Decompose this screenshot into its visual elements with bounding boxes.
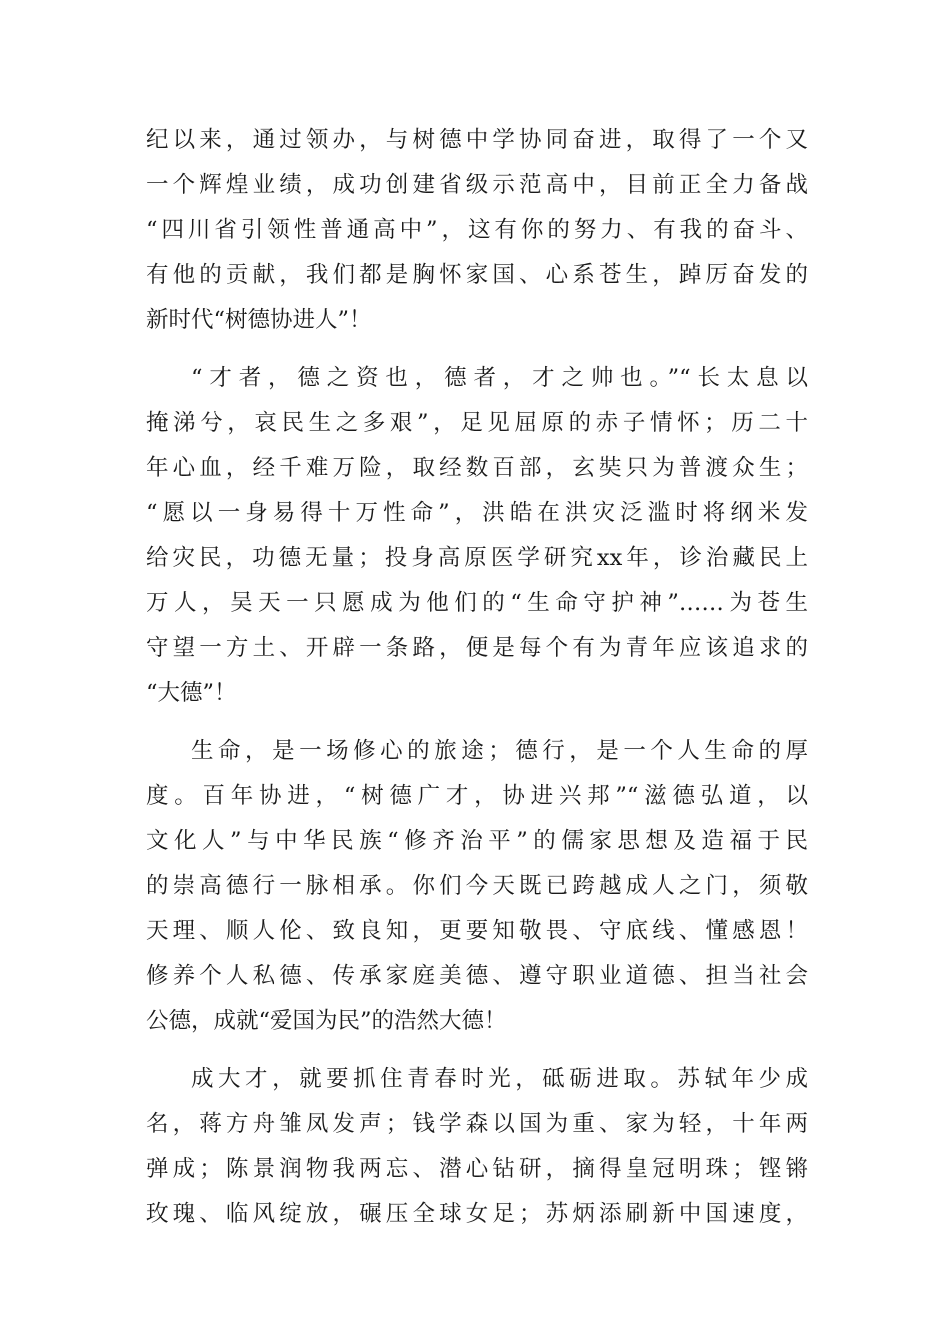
- text-line: 掩涕兮，哀民生之多艰”，足见屈原的赤子情怀；历二十: [146, 410, 808, 436]
- text-line: 弹成；陈景润物我两忘、潜心钻研，摘得皇冠明珠；铿锵: [146, 1156, 808, 1182]
- text-line: 公德，成就“爱国为民”的浩然大德！: [146, 1008, 507, 1034]
- text-line: “愿以一身易得十万性命”，洪皓在洪灾泛滥时将纲米发: [146, 500, 808, 526]
- paragraph-4: [146, 1057, 808, 1237]
- text-line: 纪以来，通过领办，与树德中学协同奋进，取得了一个又: [146, 127, 808, 153]
- paragraph-3: [146, 729, 808, 1044]
- text-line: 度。百年协进，“树德广才，协进兴邦”“滋德弘道，以: [146, 783, 808, 809]
- text-line: 生命，是一场修心的旅途；德行，是一个人生命的厚: [191, 738, 808, 764]
- paragraph-1: [146, 118, 808, 343]
- text-line: 天理、顺人伦、致良知，更要知敬畏、守底线、懂感恩！: [146, 918, 808, 944]
- text-line: 守望一方土、开辟一条路，便是每个有为青年应该追求的: [146, 635, 808, 661]
- text-line: 一个辉煌业绩，成功创建省级示范高中，目前正全力备战: [146, 172, 808, 198]
- text-line: 有他的贡献，我们都是胸怀家国、心系苍生，踔厉奋发的: [146, 262, 808, 288]
- text-line: “四川省引领性普通高中”，这有你的努力、有我的奋斗、: [146, 217, 808, 243]
- text-line: 名，蒋方舟雏凤发声；钱学森以国为重、家为轻，十年两: [146, 1111, 808, 1137]
- text-line: 成大才，就要抓住青春时光，砥砺进取。苏轼年少成: [191, 1066, 808, 1092]
- text-line: 文化人”与中华民族“修齐治平”的儒家思想及造福于民: [146, 828, 808, 854]
- paragraph-2: [146, 356, 808, 716]
- text-line: 给灾民，功德无量；投身高原医学研究xx年，诊治藏民上: [146, 545, 808, 571]
- text-line: 的崇高德行一脉相承。你们今天既已跨越成人之门，须敬: [146, 873, 808, 899]
- text-line: 修养个人私德、传承家庭美德、遵守职业道德、担当社会: [146, 963, 808, 989]
- document-body: [146, 118, 808, 1237]
- text-line: “大德”！: [146, 680, 237, 706]
- text-line: 年心血，经千难万险，取经数百部，玄奘只为普渡众生；: [146, 455, 808, 481]
- text-line: 新时代“树德协进人”！: [146, 307, 372, 333]
- text-line: “才者，德之资也，德者，才之帅也。”“长太息以: [191, 365, 808, 391]
- text-line: 玫瑰、临风绽放，碾压全球女足；苏炳添刷新中国速度，: [146, 1201, 808, 1227]
- text-line: 万人，吴天一只愿成为他们的“生命守护神”……为苍生: [146, 590, 808, 616]
